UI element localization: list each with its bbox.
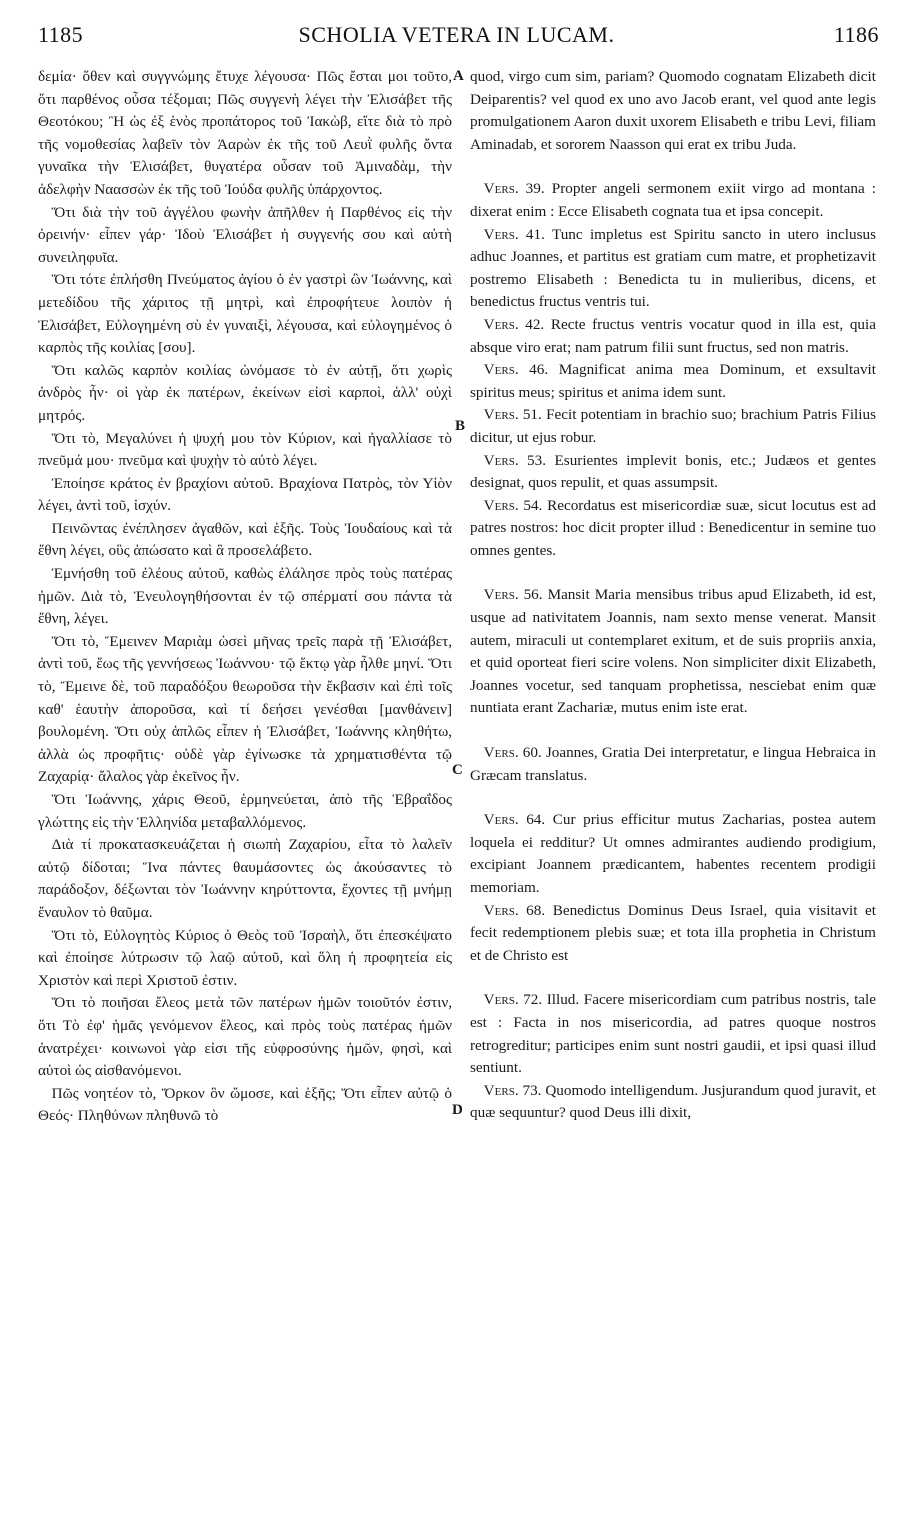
latin-text: Joannes, Gratia Dei interpretatur, e lingua Hebraica in Græcam translatus. [470, 744, 876, 784]
verse-label: Vers. 54. [483, 496, 543, 514]
greek-paragraph: Ὅτι διὰ τὴν τοῦ ἀγγέλου φωνὴν ἀπῆλθεν ἡ Παρθένος εἰς τὴν ὀρεινήν· εἶπεν γάρ· Ἰδοὺ Ἐλισάβετ ἡ συγγενής σου καὶ αὐτὴ συνειληφυῖα. [38, 203, 452, 266]
verse-label: Vers. 72. [483, 991, 543, 1009]
greek-paragraph: Ὅτι καλῶς καρπὸν κοιλίας ὠνόμασε τὸ ἐν αὐτῇ, ὅτι χωρὶς ἀνδρὸς ἦν· οἱ γὰρ ἐκ πατέρων, ἐκείνων εἰσὶ καρποὶ, ἀλλ' οὐχὶ μητρός. [38, 361, 452, 424]
latin-text: Tunc impletus est Spiritu sancto in utero inclusus adhuc Joannes, et partitus est gratiam cum matre, et prophetizavit postremo Elisabeth : Benedicta tu in mulieribus, dicens, et benedictus fructus ventris tui. [470, 225, 876, 311]
latin-paragraph [470, 1080, 876, 1125]
latin-text: Esurientes implevit bonis, etc.; Judæos et gentes designat, quos repulit, et quas assumpsit. [470, 451, 876, 492]
verse-label: Vers. 73. [483, 1081, 542, 1099]
spacer [470, 156, 876, 178]
greek-paragraph: Πεινῶντας ἐνέπλησεν ἀγαθῶν, καὶ ἑξῆς. Τοὺς Ἰουδαίους καὶ τὰ ἔθνη λέγει, οὓς ἀπώσατο καὶ ἃ προσελάβετο. [38, 519, 452, 560]
verse-label: Vers. 60. [483, 744, 542, 762]
latin-paragraph [470, 178, 876, 223]
spacer [470, 720, 876, 742]
section-marker-b: B [455, 418, 466, 434]
greek-paragraph: Ὅτι τὸ, Εὐλογητὸς Κύριος ὁ Θεὸς τοῦ Ἰσραὴλ, ὅτι ἐπεσκέψατο καὶ ἐποίησε λύτρωσιν τῷ λαῷ αὐτοῦ, καὶ ὅλη ἡ προφητεία εἰς Χριστὸν καὶ περὶ Χριστοῦ ἐστιν. [38, 926, 452, 989]
verse-label: Vers. 53. [483, 451, 547, 469]
latin-text: Recte fructus ventris vocatur quod in illa est, quia absque viro erat; nam patrum filii sunt fructus, sed non matris. [470, 315, 876, 356]
greek-paragraph: Διὰ τί προκατασκευάζεται ἡ σιωπὴ Ζαχαρίου, εἶτα τὸ λαλεῖν αὐτῷ δίδοται; Ἵνα πάντες θαυμάσοντες ὡς ἀκούσαντες τὸ παράδοξον, δέξωνται τὸν Ἰωάννην κηρύττοντα, ἔχοντες τῇ μνήμῃ ἔναυλον τὸ θαῦμα. [38, 836, 452, 921]
greek-paragraph: Ὅτι τὸ ποιῆσαι ἔλεος μετὰ τῶν πατέρων ἡμῶν τοιοῦτόν ἐστιν, ὅτι Τὸ ἐφ' ἡμᾶς γενόμενον ἔλεος, καὶ πρὸς τοὺς πατέρας ἡμῶν ἀνατρέχει· κοινωνοὶ γὰρ εἰσι τῆς εὐφροσύνης ἡμῶν, φησὶ, καὶ αὐτοὶ ὡς αἰσθανόμενοι. [38, 994, 452, 1080]
section-marker-c: C [452, 762, 463, 778]
running-title: SCHOLIA VETERA IN LUCAM. [298, 22, 615, 47]
latin-text: Mansit Maria mensibus tribus apud Elizabeth, id est, usque ad nativitatem Joannis, nam sexto mense venerat. Mansit autem, miraculi ut contemplaret exitum, et de suis propriis anxia, et quid oporteat fieri scire volens. Non simpliciter dixit Elizabeth, Joannes vocetur, sed tanquam prophetissa, nesciebat enim quæ nuntiata erant Zachariæ, mutus enim iste erat. [470, 586, 876, 717]
latin-paragraph [470, 450, 876, 495]
latin-paragraph [470, 989, 876, 1079]
verse-label: Vers. 51. [483, 406, 542, 424]
greek-paragraph: Ὅτι τότε ἐπλήσθη Πνεύματος ἁγίου ὁ ἐν γαστρὶ ὢν Ἰωάννης, καὶ μετεδίδου τῆς χάριτος τῇ μητρὶ, καὶ ἐπροφήτευε λοιπὸν ἡ Ἐλισάβετ, Εὐλογημένη σὺ ἐν γυναιξὶ, λέγουσα, καὶ εὐλογημένος ὁ καρπὸς τῆς κοιλίας [σου]. [38, 271, 452, 357]
latin-text: Propter angeli sermonem exiit virgo ad montana : dixerat enim : Ecce Elisabeth cognata tua et ipsa concepit. [470, 180, 876, 220]
greek-paragraph: Ἐμνήσθη τοῦ ἐλέους αὐτοῦ, καθὼς ἐλάλησε πρὸς τοὺς πατέρας ἡμῶν. Διὰ τὸ, Ἐνευλογηθήσονται ἐν τῷ σπέρματί σου πάντα τὰ ἔθνη, λέγει. [38, 565, 452, 628]
verse-label: Vers. 39. [483, 180, 545, 198]
latin-paragraph [470, 584, 876, 720]
greek-paragraph: Πῶς νοητέον τὸ, Ὅρκον ὃν ὤμοσε, καὶ ἑξῆς; Ὅτι εἶπεν αὐτῷ ὁ Θεός· Πληθύνων πληθυνῶ τὸ [38, 1084, 452, 1125]
latin-text: Quomodo intelligendum. Jusjurandum quod juravit, et quæ sequuntur? quod Deus illi dixit, [470, 1081, 876, 1122]
verse-label: Vers. 46. [483, 361, 549, 379]
latin-text: Cur prius efficitur mutus Zacharias, postea autem loquela ei redditur? Ut omnes admirantes audiendo prodigium, excipiant Joannem prædicantem, habentes recentem prodigii memoriam. [470, 811, 876, 896]
greek-paragraph: δεμία· ὅθεν καὶ συγγνώμης ἔτυχε λέγουσα· Πῶς ἔσται μοι τοῦτο, ὅτι παρθένος οὖσα τέξομαι; Πῶς συγγενὴ λέγει τὴν Ἐλισάβετ τῆς Θεοτόκου; Ἢ ὡς ἐξ ἑνὸς προπάτορος τοῦ Ἰακὼβ, εἴτε διὰ τὸ πρὸ τῆς νομοθεσίας λαβεῖν τὸν Ἀαρὼν ἐκ τῆς τοῦ Λευῒ φυλῆς ὄντα γυναῖκα τὴν Ἐλισάβετ, θυγατέρα οὖσαν τοῦ Ἀμιναδὰμ, τὴν ἀδελφὴν Ναασσὼν ἐκ τῆς τοῦ Ἰούδα φυλῆς ὑπάρχοντος. [38, 68, 452, 198]
right-page-number: 1186 [833, 22, 879, 47]
latin-paragraph [470, 359, 876, 404]
section-marker-d: D [452, 1102, 463, 1118]
greek-column [38, 66, 452, 1128]
latin-paragraph [470, 314, 876, 359]
page-header [0, 0, 913, 62]
greek-paragraph: Ὅτι τὸ, Μεγαλύνει ἡ ψυχή μου τὸν Κύριον, καὶ ἠγαλλίασε τὸ πνεῦμά μου· πνεῦμα καὶ ψυχὴν τὸ αὐτὸ λέγει. [38, 429, 452, 470]
greek-paragraph: Ὅτι τὸ, Ἔμεινεν Μαριὰμ ὡσεὶ μῆνας τρεῖς παρὰ τῇ Ἐλισάβετ, ἀντὶ τοῦ, ἕως τῆς γεννήσεως Ἰωάννου· τῷ ἕκτῳ γὰρ ἦλθε μηνί. Ὅτι τὸ, Ἔμεινε δὲ, τοῦ παραδόξου θεωροῦσα τὴν ἔκβασιν καὶ ἐπὶ τοῖς καθ' ἑαυτὴν ἀποροῦσα, καὶ τί δεήσει γενέσθαι [μανθάνειν] βουλομένη. Ὅτι οὐχ ἁπλῶς εἶπεν ἡ Ἐλισάβετ, Ἰωάννης κληθήτω, ἀλλὰ ὡς προφῆτις· οὐδὲ γὰρ ἐγίνωσκε τὰ χρηματισθέντα τῷ Ζαχαρίᾳ· ἄλαλος γὰρ ἐκεῖνος ἦν. [38, 632, 452, 786]
latin-text: Benedictus Dominus Deus Israel, quia visitavit et fecit redemptionem plebis suæ; et tota illa prophetia in Christum et de Christo est [470, 901, 876, 964]
latin-paragraph [470, 495, 876, 563]
latin-text: Fecit potentiam in brachio suo; brachium Patris Filius dicitur, ut ejus robur. [470, 406, 876, 446]
latin-paragraph [470, 900, 876, 968]
greek-paragraph: Ἐποίησε κράτος ἐν βραχίονι αὐτοῦ. Βραχίονα Πατρὸς, τὸν Υἱὸν λέγει, ἀντὶ τοῦ, ἰσχύν. [38, 474, 452, 515]
latin-column [470, 66, 876, 1125]
left-page-number: 1185 [38, 22, 84, 47]
latin-paragraph [470, 809, 876, 899]
spacer [470, 787, 876, 809]
latin-paragraph [470, 742, 876, 787]
spacer [470, 967, 876, 989]
verse-label: Vers. 42. [483, 315, 545, 333]
verse-label: Vers. 56. [483, 586, 543, 604]
latin-text: Recordatus est misericordiæ suæ, sicut locutus est ad patres nostros: hoc dicit propter illud : Benedicentur in semine tuo omnes gentes. [470, 496, 876, 559]
verse-label: Vers. 41. [483, 225, 545, 243]
latin-text: Illud. Facere misericordiam cum patribus nostris, tale est : Facta in nos misericordia, ad patres quoque nostros retrogreditur; participes enim sunt nostri gaudii, et ipsi quasi illud sentiunt. [470, 991, 876, 1077]
latin-text: quod, virgo cum sim, pariam? Quomodo cognatam Elizabeth dicit Deiparentis? vel quod ex uno avo Jacob erant, vel quod ante legis promulgationem Aaron duxit uxorem Elisabeth e tribu Levi, filiam Aminadab, et sororem Naasson qui erat ex tribu Juda. [470, 68, 876, 153]
spacer [470, 562, 876, 584]
latin-paragraph [470, 66, 876, 156]
verse-label: Vers. 68. [483, 901, 546, 919]
greek-paragraph: Ὅτι Ἰωάννης, χάρις Θεοῦ, ἑρμηνεύεται, ἀπὸ τῆς Ἑβραΐδος γλώττης εἰς τὴν Ἑλληνίδα μεταβαλλόμενος. [38, 791, 452, 831]
verse-label: Vers. 64. [483, 811, 546, 829]
latin-paragraph [470, 224, 876, 314]
section-marker-a: A [453, 68, 464, 84]
latin-paragraph [470, 404, 876, 449]
latin-text: Magnificat anima mea Dominum, et exsultavit spiritus meus; spiritus et anima idem sunt. [470, 361, 876, 401]
